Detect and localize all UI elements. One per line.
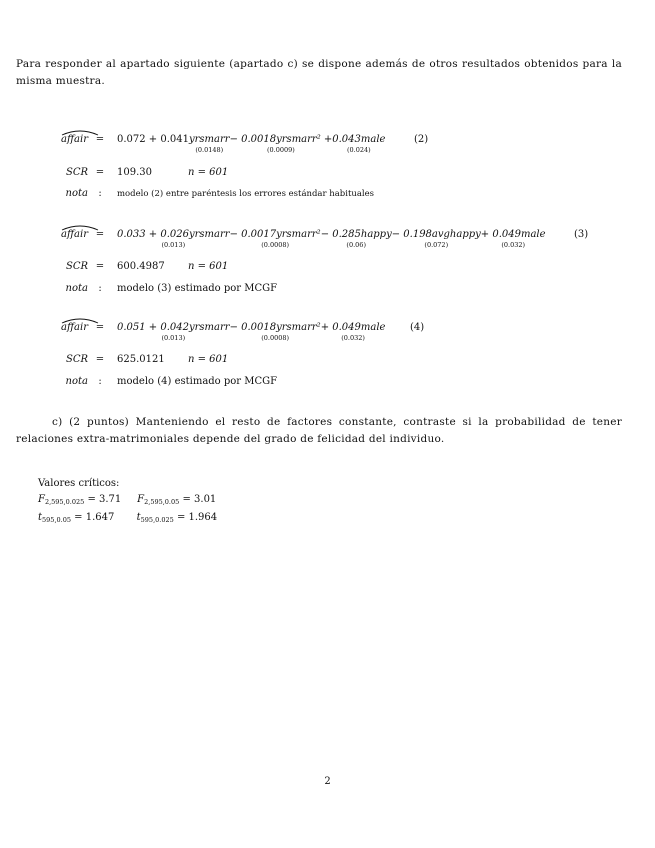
page-number: 2 xyxy=(324,776,331,787)
critical-values-title: Valores críticos: xyxy=(38,478,120,489)
model-3-n: n = 601 xyxy=(188,261,229,272)
question-c: c) (2 puntos) Manteniendo el resto de factores constante, contraste si la probabilidad de tener relaciones extra-matrimoniales depende del grado de felicidad del individuo. xyxy=(16,416,622,445)
model-2-rhs: 0.072 + 0.041yrsmarr (0.0148) − 0.0018yrsmarr² + (0.0009) 0.043male (0.024) xyxy=(117,134,386,154)
critical-values xyxy=(38,476,217,528)
model-3-scr-value: 600.4987 xyxy=(117,261,165,272)
model-2-note-label: nota xyxy=(65,188,88,199)
model-4-note: modelo (4) estimado por MCGF xyxy=(117,376,278,387)
model-3-rhs: 0.033 + 0.026yrsmarr (0.013) − 0.0017yrsmarr² (0.0008) − 0.285happy (0.06) − 0.198avghappy (0.072) + 0.049male (0.032) xyxy=(117,229,546,249)
model-4-note-label: nota xyxy=(65,376,88,387)
model-4-scr-value: 625.0121 xyxy=(117,354,165,365)
model-2-n: n = 601 xyxy=(188,167,229,178)
model-3-eq: = xyxy=(95,229,105,240)
model-3-lhs: affair xyxy=(18,229,88,240)
model-4-number: (4) xyxy=(410,322,425,333)
critical-f-row: $F_{2,595,0.025} = 3.71$ $F_{2,595,0.05} = 3.01$ xyxy=(38,494,217,506)
model-3-scr-label: SCR xyxy=(65,261,88,272)
model-2-note: modelo (2) entre paréntesis los errores estándar habituales xyxy=(117,189,375,199)
model-2-lhs: affair xyxy=(18,134,88,145)
model-4-lhs: affair xyxy=(18,322,88,333)
model-4-rhs: 0.051 + 0.042yrsmarr (0.013) − 0.0018yrsmarr² (0.0008) + 0.049male (0.032) xyxy=(117,322,386,342)
model-2-scr-label: SCR xyxy=(65,167,88,178)
model-2-eq: = xyxy=(95,134,105,145)
model-4-scr-label: SCR xyxy=(65,354,88,365)
model-4-block: affair = 0.051 + 0.042yrsmarr (0.013) − 0.0018yrsmarr² (0.0008) + 0.049male (0.032) (4) SCR = 625.0121 n = 601 nota : modelo (4) estimado por MCGF xyxy=(0,322,655,402)
model-3-note: modelo (3) estimado por MCGF xyxy=(117,283,278,294)
model-4-n: n = 601 xyxy=(188,354,229,365)
critical-t-row: $t_{595,0.05} = 1.647$ $t_{595,0.025} = 1.964$ xyxy=(38,512,218,524)
intro-paragraph: Para responder al apartado siguiente (apartado c) se dispone además de otros resultados obtenidos para la misma muestra. xyxy=(16,58,622,87)
model-3-number: (3) xyxy=(574,229,589,240)
model-2-scr-value: 109.30 xyxy=(117,167,152,178)
model-2-block: affair = 0.072 + 0.041yrsmarr (0.0148) − 0.0018yrsmarr² + (0.0009) 0.043male (0.024) (2) SCR = 109.30 n = 601 nota : modelo (2) entre paréntesis los errores estándar habituales xyxy=(0,134,655,214)
model-3-note-label: nota xyxy=(65,283,88,294)
model-3-block: affair = 0.033 + 0.026yrsmarr (0.013) − 0.0017yrsmarr² (0.0008) − 0.285happy (0.06) − 0.198avghappy (0.072) + 0.049male (0.032) (3) SCR = 600.4987 n = 601 nota : modelo (3) estimado por MCGF xyxy=(0,229,655,309)
model-2-number: (2) xyxy=(414,134,429,145)
model-4-eq: = xyxy=(95,322,105,333)
